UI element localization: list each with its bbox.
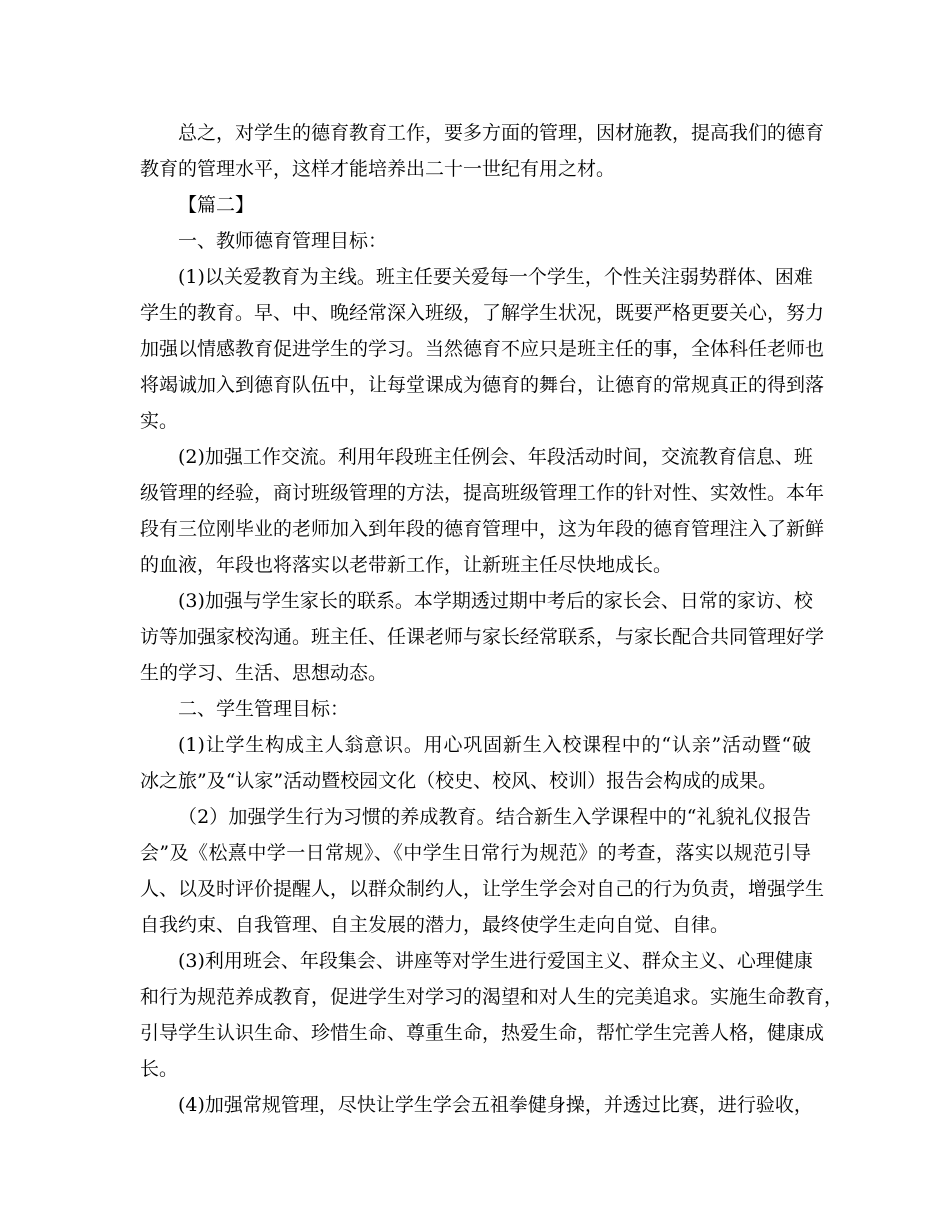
section-heading: 二、学生管理目标： [178,698,350,720]
paragraph-line: 学生的教育。早、中、晚经常深入班级，了解学生状况，既要严格更要关心，努力 [140,302,825,324]
section-heading: 【篇二】 [178,194,255,216]
paragraph-line: 教育的管理水平，这样才能培养出二十一世纪有用之材。 [140,158,616,180]
paragraph-line: 长。 [140,1058,179,1080]
paragraph-line: 人、以及时评价提醒人，以群众制约人，让学生学会对自己的行为负责，增强学生 [140,878,825,900]
paragraph-line: 冰之旅”及“认家”活动暨校园文化（校史、校风、校训）报告会构成的成果。 [140,770,778,792]
paragraph-line: 访等加强家校沟通。班主任、任课老师与家长经常联系，与家长配合共同管理好学 [140,626,825,648]
paragraph-line: (2)加强工作交流。利用年段班主任例会、年段活动时间，交流教育信息、班 [178,446,813,468]
paragraph-line: (1)让学生构成主人翁意识。用心巩固新生入校课程中的“认亲”活动暨“破 [178,734,811,756]
paragraph-line: (1)以关爱教育为主线。班主任要关爱每一个学生，个性关注弱势群体、困难 [178,266,813,288]
paragraph-line: 自我约束、自我管理、自主发展的潜力，最终使学生走向自觉、自律。 [140,914,730,936]
paragraph-line: 会”及《松熹中学一日常规》、《中学生日常行为规范》的考查，落实以规范引导 [140,842,811,864]
paragraph-line: 的血液，年段也将落实以老带新工作，让新班主任尽快地成长。 [140,554,673,576]
paragraph-line: (3)加强与学生家长的联系。本学期透过期中考后的家长会、日常的家访、校 [178,590,813,612]
paragraph-line: 引导学生认识生命、珍惜生命、尊重生命，热爱生命，帮忙学生完善人格，健康成 [140,1022,825,1044]
paragraph-line: （2）加强学生行为习惯的养成教育。结合新生入学课程中的“礼貌礼仪报告 [178,806,811,828]
paragraph-line: 将竭诚加入到德育队伍中，让每堂课成为德育的舞台，让德育的常规真正的得到落 [140,374,825,396]
paragraph-line: 加强以情感教育促进学生的学习。当然德育不应只是班主任的事，全体科任老师也 [140,338,825,360]
paragraph-line: 段有三位刚毕业的老师加入到年段的德育管理中，这为年段的德育管理注入了新鲜 [140,518,825,540]
paragraph-line: 级管理的经验，商讨班级管理的方法，提高班级管理工作的针对性、实效性。本年 [140,482,825,504]
paragraph-line: (4)加强常规管理，尽快让学生学会五祖拳健身操，并透过比赛，进行验收， [178,1094,813,1116]
paragraph-line: 生的学习、生活、思想动态。 [140,662,388,684]
paragraph-line: 总之，对学生的德育教育工作，要多方面的管理，因材施教，提高我们的德育 [178,122,825,144]
paragraph-line: 实。 [140,410,179,432]
section-heading: 一、教师德育管理目标： [178,230,388,252]
paragraph-line: (3)利用班会、年段集会、讲座等对学生进行爱国主义、群众主义、心理健康 [178,950,813,972]
paragraph-line: 和行为规范养成教育，促进学生对学习的渴望和对人生的完美追求。实施生命教育， [140,986,844,1008]
